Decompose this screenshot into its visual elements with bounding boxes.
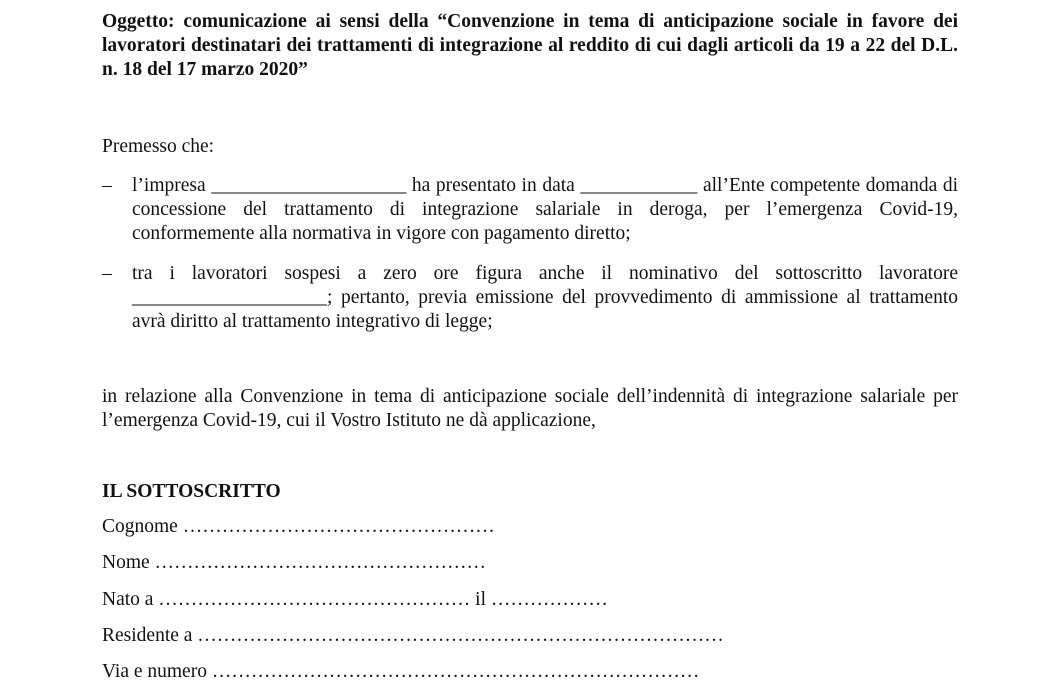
cognome-field: Cognome ………………………………………… — [102, 516, 495, 537]
nato-field: Nato a ………………………………………… il ……………… — [102, 589, 608, 610]
premesso-label: Premesso che: — [102, 136, 215, 157]
section-heading: IL SOTTOSCRITTO — [102, 481, 281, 502]
subject-paragraph: Oggetto: comunicazione ai sensi della “Convenzione in tema di anticipazione sociale in favore dei lavoratori destinatari dei trattamenti di integrazione al reddito di cui dagli articoli da 19 a 22 del D.L. n. 18 del 17 marzo 2020” — [102, 11, 958, 80]
bullet-text: l’impresa ____________________ ha presentato in data ____________ all’Ente competente domanda di concessione del trattamento di integrazione salariale in deroga, per l’emergenza Covid-19, conformemente alla normativa in vigore con pagamento diretto; — [132, 175, 958, 244]
via-numero-field: Via e numero ………………………………………………………………… — [102, 661, 700, 682]
residente-field: Residente a ……………………………………………………………………… — [102, 625, 724, 646]
relazione-paragraph: in relazione alla Convenzione in tema di anticipazione sociale dell’indennità di integrazione salariale per l’emergenza Covid-19, cui il Vostro Istituto ne dà applicazione, — [102, 386, 958, 431]
dash-bullet: – — [102, 175, 112, 196]
dash-bullet: – — [102, 263, 112, 284]
bullet-text: tra i lavoratori sospesi a zero ore figura anche il nominativo del sottoscritto lavoratore ____________________; pertanto, previa emissione del provvedimento di ammissione al trattamento avrà diritto al trattamento integrativo di legge; — [132, 263, 958, 332]
list-item — [102, 262, 958, 334]
list-item — [102, 174, 958, 246]
nome-field: Nome …………………………………………… — [102, 552, 487, 573]
